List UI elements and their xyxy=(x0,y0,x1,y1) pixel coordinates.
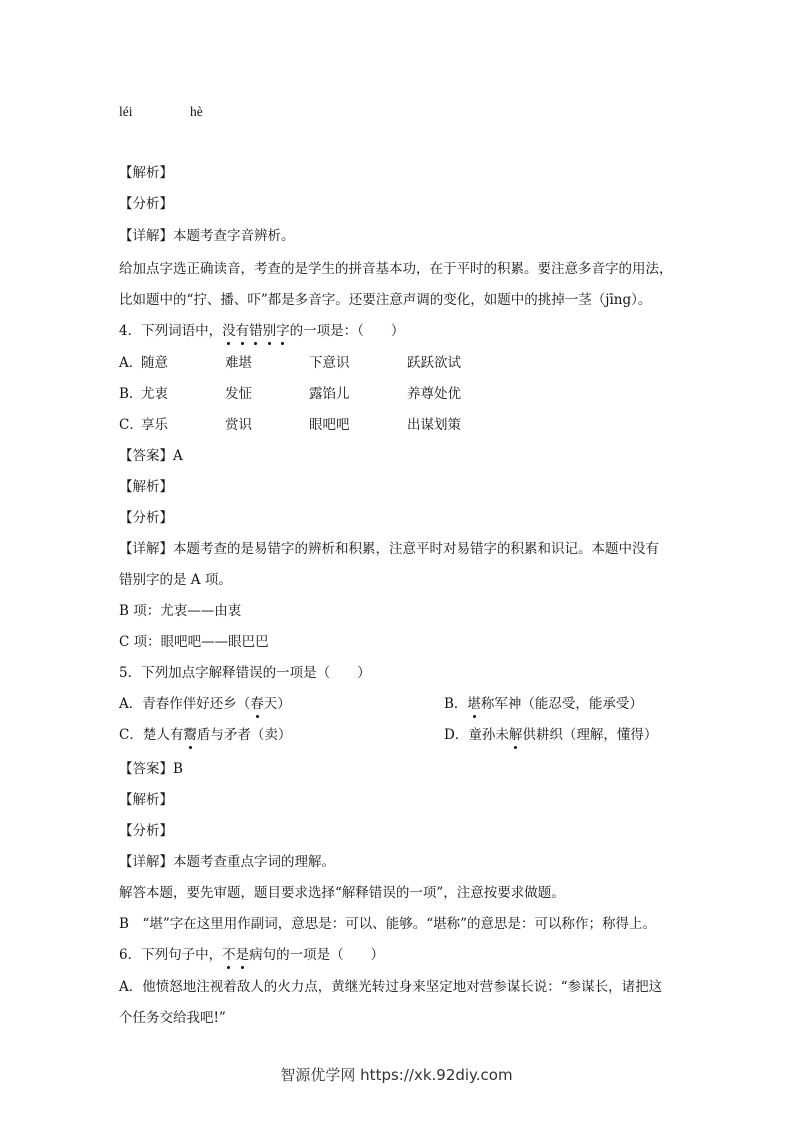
option-word: 随意 xyxy=(141,355,168,371)
q5-option-d xyxy=(444,726,657,744)
option-text: 称军神（能忍受，能承受） xyxy=(480,696,643,712)
dotted-char: 别 xyxy=(262,323,277,339)
option-text: 盾与矛者（卖） xyxy=(196,727,292,743)
footer-watermark: 智源优学网 https://xk.92diy.com xyxy=(280,1066,513,1084)
dotted-char: 没 xyxy=(222,323,236,339)
q3-explanation-line-2: 比如题中的“拧、播、吓”都是多音字。还要注意声调的变化，如题中的挑掉一茎（jīng）。 xyxy=(119,292,652,308)
dotted-char: 春 xyxy=(250,696,264,712)
q6-stem-post: 病句的一项是（ ） xyxy=(249,947,385,963)
q4-explanation-line-1: 【详解】本题考查的是易错字的辨析和积累，注意平时对易错字的积累和识记。本题中没有 xyxy=(119,541,659,557)
q4-explanation-line-2: 错别字的是 A 项。 xyxy=(119,572,232,588)
option-word: 养尊处优 xyxy=(407,386,461,402)
option-word: 露馅儿 xyxy=(309,386,350,402)
q5-option-b xyxy=(444,695,643,713)
q6-stem-pre: 6．下列句子中， xyxy=(119,947,223,963)
q5-explanation-line-2: B “堪”字在这里用作副词，意思是：可以、能够。“堪称”的意思是：可以称作；称得上。 xyxy=(119,916,657,932)
option-word: 赏识 xyxy=(225,417,252,433)
option-text: D．童孙未 xyxy=(444,727,509,743)
q4-stem xyxy=(119,322,404,340)
dotted-char: 错 xyxy=(249,323,263,339)
q3-fenxi-heading: 【分析】 xyxy=(119,196,173,212)
option-word: 享乐 xyxy=(141,417,168,433)
pinyin-lei: léi xyxy=(119,104,133,119)
dotted-char: 是 xyxy=(235,947,250,963)
q5-option-a xyxy=(119,695,291,713)
q6-option-a-line-2: 个任务交给我吧!” xyxy=(119,1010,226,1026)
q4-stem-post: 的一项是：（ ） xyxy=(289,323,405,339)
q4-jiexi-heading: 【解析】 xyxy=(119,479,173,495)
dotted-char: 有 xyxy=(235,323,250,339)
q4-fix-b: B 项：尤衷——由衷 xyxy=(119,603,242,619)
option-text: A．青春作伴好还乡（ xyxy=(119,696,251,712)
q6-stem xyxy=(119,946,384,964)
q5-option-c xyxy=(119,726,291,744)
q4-fix-c: C 项：眼吧吧——眼巴巴 xyxy=(119,634,269,650)
q5-fenxi-heading: 【分析】 xyxy=(119,823,173,839)
dotted-char: 解 xyxy=(508,727,523,743)
q3-xiangjie: 【详解】本题考查字音辨析。 xyxy=(119,228,295,244)
option-word: 下意识 xyxy=(309,355,350,371)
q5-explanation-line-1: 解答本题，要先审题，题目要求选择“解释错误的一项”，注意按要求做题。 xyxy=(119,885,565,901)
q5-answer: 【答案】B xyxy=(119,761,183,777)
option-text: 天） xyxy=(263,696,291,712)
dotted-char: 堪 xyxy=(467,696,481,712)
q3-explanation-line-1: 给加点字选正确读音，考查的是学生的拼音基本功，在于平时的积累。要注意多音字的用法， xyxy=(119,261,673,277)
option-text: C．楚人有 xyxy=(119,727,184,743)
q6-option-a-line-1: A．他愤怒地注视着敌人的火力点，黄继光转过身来坚定地对营参谋长说：“参谋长，诸把这 xyxy=(119,979,663,995)
option-text: 供耕织（理解，懂得） xyxy=(522,727,658,743)
option-label: C． xyxy=(119,417,143,433)
option-word: 跃跃欲试 xyxy=(407,355,461,371)
option-word: 难堪 xyxy=(225,355,252,371)
pinyin-he: hè xyxy=(190,104,203,119)
option-word: 发怔 xyxy=(225,386,252,402)
dotted-char: 不 xyxy=(222,947,236,963)
option-text: B． xyxy=(444,696,468,712)
q5-xiangjie: 【详解】本题考查重点字词的理解。 xyxy=(119,854,335,870)
option-word: 出谋划策 xyxy=(407,417,461,433)
q5-stem: 5．下列加点字解释错误的一项是（ ） xyxy=(119,665,371,681)
dotted-char: 字 xyxy=(276,323,290,339)
option-label: A． xyxy=(119,355,143,371)
q3-jiexi-heading: 【解析】 xyxy=(119,165,173,181)
option-word: 眼吧吧 xyxy=(309,417,350,433)
option-label: B． xyxy=(119,386,143,402)
option-word: 尤衷 xyxy=(141,386,168,402)
q4-fenxi-heading: 【分析】 xyxy=(119,510,173,526)
q4-answer: 【答案】A xyxy=(119,448,183,464)
q4-stem-pre: 4．下列词语中， xyxy=(119,323,223,339)
q5-jiexi-heading: 【解析】 xyxy=(119,792,173,808)
dotted-char: 鬻 xyxy=(183,727,197,743)
